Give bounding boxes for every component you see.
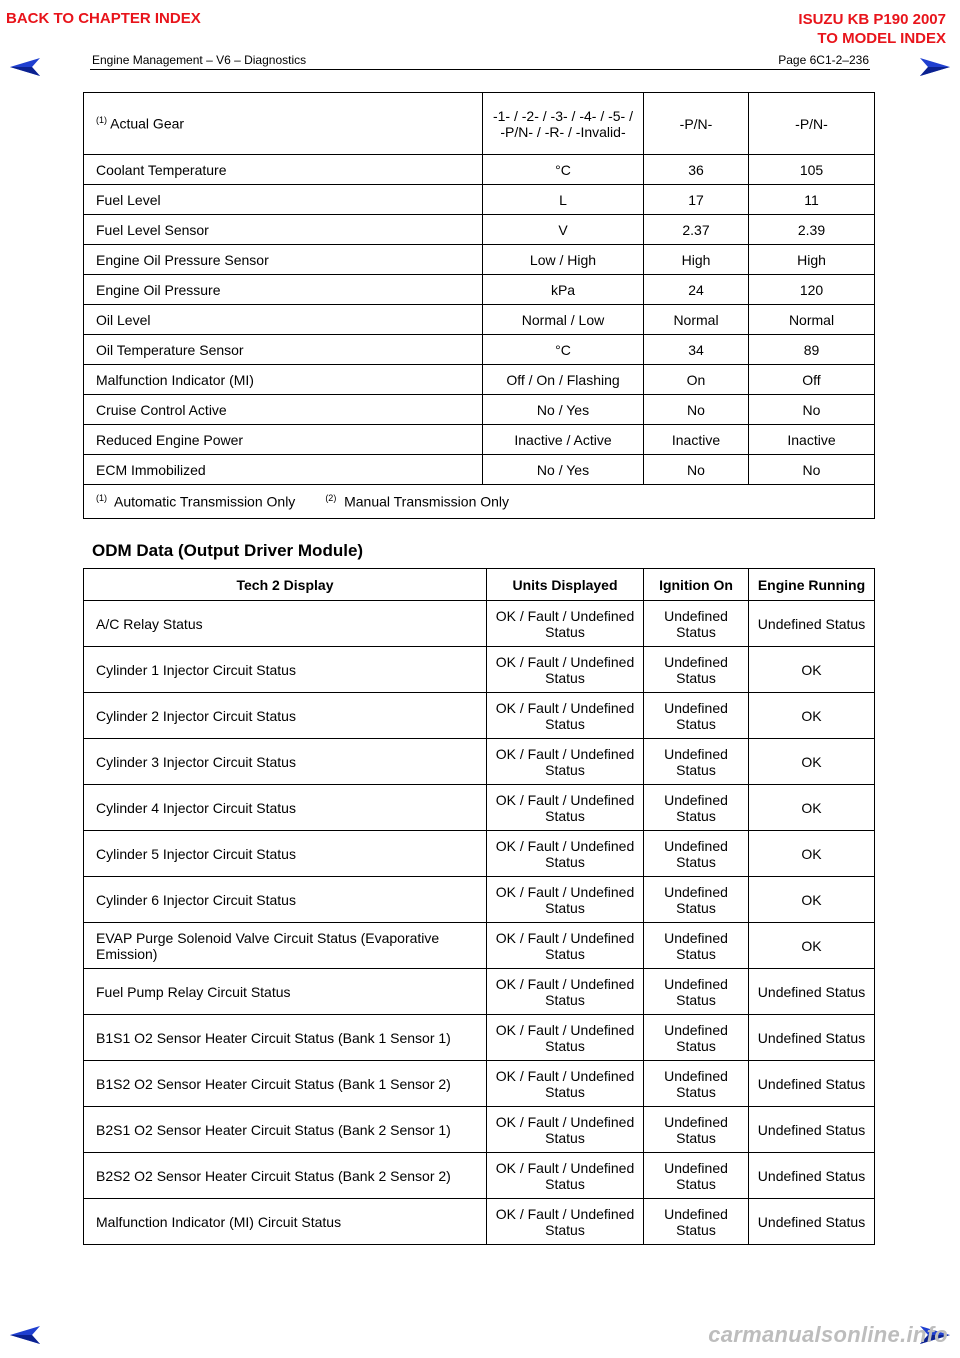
header-section-title: Engine Management – V6 – Diagnostics <box>92 53 307 67</box>
table-footnote-row <box>84 485 875 519</box>
ignition-value: Undefined Status <box>644 601 749 647</box>
param-cell: Cylinder 6 Injector Circuit Status <box>84 877 487 923</box>
column-header: Units Displayed <box>487 569 644 601</box>
running-value: OK <box>749 831 875 877</box>
param-cell: Cylinder 4 Injector Circuit Status <box>84 785 487 831</box>
table-row <box>84 185 875 215</box>
ignition-value: 36 <box>644 155 749 185</box>
units-cell: No / Yes <box>483 395 644 425</box>
ignition-value: Undefined Status <box>644 831 749 877</box>
column-header: Tech 2 Display <box>84 569 487 601</box>
table-row <box>84 647 875 693</box>
ignition-value: Undefined Status <box>644 877 749 923</box>
param-cell: Cylinder 5 Injector Circuit Status <box>84 831 487 877</box>
header-divider <box>90 69 870 70</box>
table-row <box>84 305 875 335</box>
table-row <box>84 831 875 877</box>
table-row <box>84 969 875 1015</box>
units-cell: OK / Fault / Undefined Status <box>487 923 644 969</box>
units-cell: -1- / -2- / -3- / -4- / -5- / -P/N- / -R- / -Invalid- <box>483 93 644 155</box>
odm-data-table <box>83 568 875 1245</box>
running-value: 120 <box>749 275 875 305</box>
param-cell: Fuel Pump Relay Circuit Status <box>84 969 487 1015</box>
table-row <box>84 693 875 739</box>
footnote-text: Automatic Transmission Only <box>114 493 296 510</box>
model-index-link[interactable] <box>798 10 946 48</box>
units-cell: Off / On / Flashing <box>483 365 644 395</box>
param-cell: B1S1 O2 Sensor Heater Circuit Status (Bank 1 Sensor 1) <box>84 1015 487 1061</box>
running-value: Undefined Status <box>749 1015 875 1061</box>
running-value: OK <box>749 739 875 785</box>
units-cell: L <box>483 185 644 215</box>
param-cell: B2S2 O2 Sensor Heater Circuit Status (Bank 2 Sensor 2) <box>84 1153 487 1199</box>
param-cell: ECM Immobilized <box>84 455 483 485</box>
footnote-marker: (1) <box>96 115 107 126</box>
units-cell: Low / High <box>483 245 644 275</box>
table-row <box>84 1015 875 1061</box>
units-cell: Inactive / Active <box>483 425 644 455</box>
table-row <box>84 245 875 275</box>
ignition-value: Undefined Status <box>644 1015 749 1061</box>
ignition-value: Undefined Status <box>644 1061 749 1107</box>
ignition-value: High <box>644 245 749 275</box>
units-cell: OK / Fault / Undefined Status <box>487 1107 644 1153</box>
units-cell: Normal / Low <box>483 305 644 335</box>
table-row <box>84 335 875 365</box>
units-cell: OK / Fault / Undefined Status <box>487 1199 644 1245</box>
running-value: OK <box>749 877 875 923</box>
footnote-marker: (2) <box>325 493 337 504</box>
table-row <box>84 1107 875 1153</box>
param-cell: Fuel Level <box>84 185 483 215</box>
units-cell: °C <box>483 335 644 365</box>
table-row <box>84 1153 875 1199</box>
ignition-value: 2.37 <box>644 215 749 245</box>
running-value: No <box>749 455 875 485</box>
running-value: OK <box>749 785 875 831</box>
units-cell: OK / Fault / Undefined Status <box>487 601 644 647</box>
table-row <box>84 1061 875 1107</box>
param-cell: A/C Relay Status <box>84 601 487 647</box>
running-value: Normal <box>749 305 875 335</box>
running-value: OK <box>749 693 875 739</box>
table-row <box>84 601 875 647</box>
table-row <box>84 275 875 305</box>
units-cell: OK / Fault / Undefined Status <box>487 1015 644 1061</box>
units-cell: OK / Fault / Undefined Status <box>487 969 644 1015</box>
ignition-value: Undefined Status <box>644 739 749 785</box>
units-cell: OK / Fault / Undefined Status <box>487 693 644 739</box>
units-cell: No / Yes <box>483 455 644 485</box>
table-row <box>84 215 875 245</box>
table-row <box>84 365 875 395</box>
param-cell: Cruise Control Active <box>84 395 483 425</box>
ignition-value: Undefined Status <box>644 1199 749 1245</box>
param-cell: Oil Level <box>84 305 483 335</box>
running-value: Off <box>749 365 875 395</box>
back-to-chapter-index-link[interactable]: BACK TO CHAPTER INDEX <box>6 10 201 27</box>
param-cell: Cylinder 3 Injector Circuit Status <box>84 739 487 785</box>
running-value: 89 <box>749 335 875 365</box>
table-row <box>84 1199 875 1245</box>
param-cell: Cylinder 2 Injector Circuit Status <box>84 693 487 739</box>
param-label: Actual Gear <box>110 115 185 132</box>
footnote-cell <box>84 485 875 519</box>
param-cell: Engine Oil Pressure <box>84 275 483 305</box>
ignition-value: Inactive <box>644 425 749 455</box>
units-cell: OK / Fault / Undefined Status <box>487 877 644 923</box>
running-value: Undefined Status <box>749 1107 875 1153</box>
table-row <box>84 395 875 425</box>
param-cell: Cylinder 1 Injector Circuit Status <box>84 647 487 693</box>
units-cell: OK / Fault / Undefined Status <box>487 647 644 693</box>
running-value: OK <box>749 923 875 969</box>
ignition-value: Undefined Status <box>644 969 749 1015</box>
column-header: Ignition On <box>644 569 749 601</box>
ignition-value: Undefined Status <box>644 1107 749 1153</box>
units-cell: OK / Fault / Undefined Status <box>487 831 644 877</box>
footnote-text: Manual Transmission Only <box>344 493 510 510</box>
next-page-arrow-icon[interactable] <box>920 58 950 81</box>
prev-page-arrow-icon[interactable] <box>10 1326 40 1349</box>
running-value: 2.39 <box>749 215 875 245</box>
units-cell: °C <box>483 155 644 185</box>
running-value: OK <box>749 647 875 693</box>
units-cell: OK / Fault / Undefined Status <box>487 785 644 831</box>
running-value: Undefined Status <box>749 601 875 647</box>
header-page-number: Page 6C1-2–236 <box>778 53 869 67</box>
running-value: -P/N- <box>749 93 875 155</box>
param-cell: Reduced Engine Power <box>84 425 483 455</box>
table-header-row <box>84 569 875 601</box>
ignition-value: Undefined Status <box>644 923 749 969</box>
table-row <box>84 455 875 485</box>
ignition-value: 34 <box>644 335 749 365</box>
running-value: High <box>749 245 875 275</box>
param-cell: Oil Temperature Sensor <box>84 335 483 365</box>
ignition-value: No <box>644 395 749 425</box>
units-cell: OK / Fault / Undefined Status <box>487 739 644 785</box>
ignition-value: Undefined Status <box>644 693 749 739</box>
param-cell: EVAP Purge Solenoid Valve Circuit Status (Evaporative Emission) <box>84 923 487 969</box>
ignition-value: 24 <box>644 275 749 305</box>
units-cell: kPa <box>483 275 644 305</box>
ignition-value: Undefined Status <box>644 785 749 831</box>
units-cell: V <box>483 215 644 245</box>
table-row <box>84 739 875 785</box>
table-row <box>84 923 875 969</box>
ignition-value: Normal <box>644 305 749 335</box>
footnote-marker: (1) <box>96 493 107 504</box>
section-title: ODM Data (Output Driver Module) <box>92 541 364 560</box>
table-row <box>84 93 875 155</box>
param-cell: Coolant Temperature <box>84 155 483 185</box>
running-value: No <box>749 395 875 425</box>
table-row <box>84 785 875 831</box>
column-header: Engine Running <box>749 569 875 601</box>
running-value: Undefined Status <box>749 969 875 1015</box>
ignition-value: 17 <box>644 185 749 215</box>
table-row <box>84 877 875 923</box>
param-cell: Malfunction Indicator (MI) <box>84 365 483 395</box>
units-cell: OK / Fault / Undefined Status <box>487 1061 644 1107</box>
running-value: 105 <box>749 155 875 185</box>
model-title[interactable]: ISUZU KB P190 2007 <box>798 11 946 28</box>
to-model-index[interactable]: TO MODEL INDEX <box>817 30 946 47</box>
param-cell: Fuel Level Sensor <box>84 215 483 245</box>
ignition-value: No <box>644 455 749 485</box>
param-cell: B1S2 O2 Sensor Heater Circuit Status (Bank 1 Sensor 2) <box>84 1061 487 1107</box>
prev-page-arrow-icon[interactable] <box>10 58 40 81</box>
ignition-value: Undefined Status <box>644 647 749 693</box>
ignition-value: -P/N- <box>644 93 749 155</box>
param-cell: Malfunction Indicator (MI) Circuit Status <box>84 1199 487 1245</box>
running-value: 11 <box>749 185 875 215</box>
table-row <box>84 155 875 185</box>
units-cell: OK / Fault / Undefined Status <box>487 1153 644 1199</box>
running-value: Undefined Status <box>749 1199 875 1245</box>
param-cell <box>84 93 483 155</box>
running-value: Inactive <box>749 425 875 455</box>
param-cell: Engine Oil Pressure Sensor <box>84 245 483 275</box>
engine-data-table <box>83 92 875 519</box>
running-value: Undefined Status <box>749 1061 875 1107</box>
table-row <box>84 425 875 455</box>
param-cell: B2S1 O2 Sensor Heater Circuit Status (Bank 2 Sensor 1) <box>84 1107 487 1153</box>
ignition-value: Undefined Status <box>644 1153 749 1199</box>
running-value: Undefined Status <box>749 1153 875 1199</box>
watermark: carmanualsonline.info <box>708 1322 948 1347</box>
ignition-value: On <box>644 365 749 395</box>
